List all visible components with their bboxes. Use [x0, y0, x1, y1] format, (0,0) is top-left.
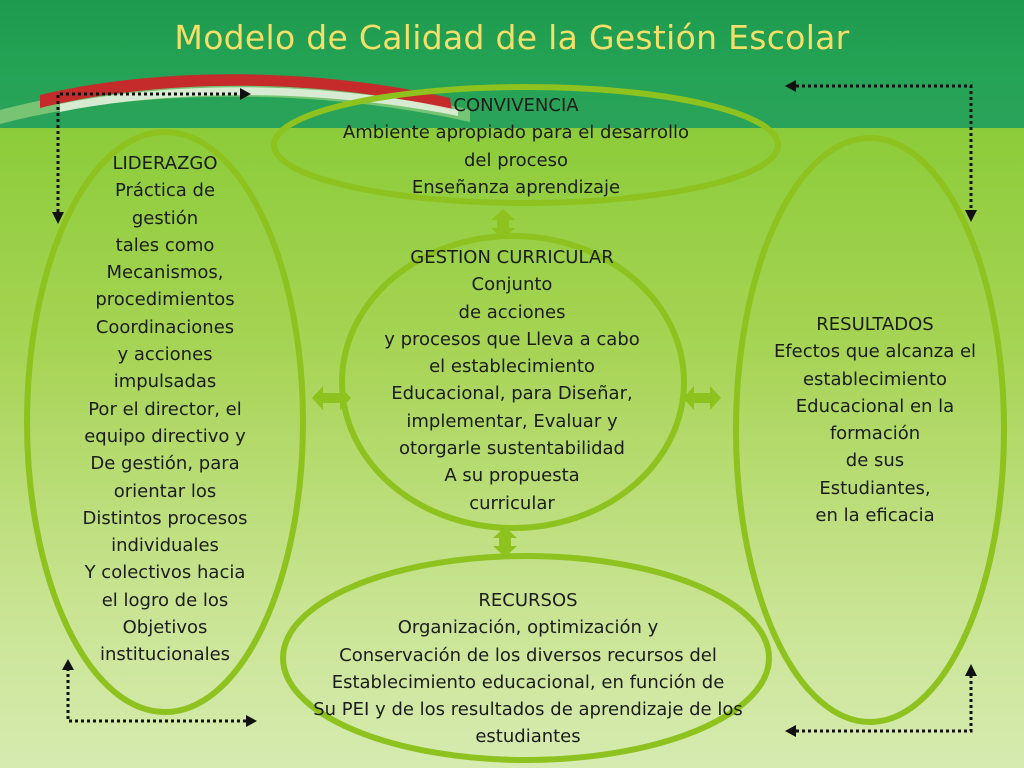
- resultados-text: [745, 311, 1005, 529]
- recursos-line: Organización, optimización y: [397, 617, 659, 639]
- recursos-text: [268, 587, 788, 751]
- gestion-curricular-line: A su propuesta: [444, 465, 580, 487]
- liderazgo-line: orientar los: [113, 480, 217, 502]
- recursos-line: Establecimiento educacional, en función de: [331, 671, 725, 693]
- resultados-line: Educacional en la: [795, 395, 955, 417]
- arrowhead-icon: [965, 210, 977, 222]
- recursos-line: Su PEI y de los resultados de aprendizaje de los: [313, 699, 743, 721]
- liderazgo-line: Práctica de: [114, 180, 216, 202]
- resultados-line: Efectos que alcanza el: [773, 341, 977, 363]
- liderazgo-heading: LIDERAZGO: [112, 153, 218, 174]
- liderazgo-line: institucionales: [99, 644, 231, 666]
- gestion-curricular-heading: GESTION CURRICULAR: [410, 247, 614, 268]
- liderazgo-line: individuales: [111, 535, 219, 557]
- resultados-line: Estudiantes,: [819, 477, 931, 499]
- liderazgo-line: el logro de los: [101, 589, 229, 611]
- liderazgo-line: y acciones: [117, 344, 213, 366]
- convivencia-text: [296, 92, 736, 201]
- gestion-curricular-line: y procesos que Lleva a cabo: [384, 328, 640, 350]
- convivencia-heading: CONVIVENCIA: [453, 95, 579, 116]
- gestion-curricular-line: Educacional, para Diseñar,: [391, 383, 633, 405]
- liderazgo-line: Distintos procesos: [82, 507, 248, 529]
- gestion-curricular-line: el establecimiento: [429, 356, 595, 378]
- resultados-line: formación: [829, 423, 921, 445]
- convivencia-line: del proceso: [463, 149, 569, 171]
- liderazgo-line: Objetivos: [122, 617, 208, 639]
- convivencia-line: Ambiente apropiado para el desarrollo: [342, 122, 690, 144]
- liderazgo-line: Por el director, el: [88, 398, 242, 420]
- liderazgo-line: De gestión, para: [90, 453, 240, 475]
- resultados-line: en la eficacia: [815, 505, 935, 527]
- liderazgo-line: Mecanismos,: [106, 262, 224, 284]
- resultados-heading: RESULTADOS: [816, 314, 934, 335]
- arrowhead-icon: [240, 88, 251, 100]
- liderazgo-line: gestión: [131, 207, 199, 229]
- slide-title: Modelo de Calidad de la Gestión Escolar: [174, 18, 850, 57]
- gestion-curricular-line: implementar, Evaluar y: [406, 410, 618, 432]
- gestion-curricular-line: de acciones: [458, 301, 566, 323]
- liderazgo-line: Y colectivos hacia: [84, 562, 246, 584]
- dotted-connector-top-right: [796, 86, 971, 216]
- liderazgo-line: Coordinaciones: [95, 316, 235, 338]
- recursos-line: estudiantes: [475, 726, 581, 748]
- gestion-curricular-line: curricular: [469, 492, 555, 514]
- liderazgo-text: [50, 150, 280, 669]
- gestion-curricular-text: [352, 244, 672, 517]
- liderazgo-line: tales como: [115, 234, 215, 256]
- arrowhead-icon: [785, 80, 796, 92]
- liderazgo-line: procedimientos: [95, 289, 235, 311]
- double-arrow-left-right-right: [683, 386, 721, 410]
- resultados-line: establecimiento: [802, 368, 948, 390]
- double-arrow-up-down-bottom: [493, 527, 517, 557]
- resultados-line: de sus: [845, 450, 905, 472]
- convivencia-line: Enseñanza aprendizaje: [411, 176, 621, 198]
- liderazgo-line: equipo directivo y: [84, 425, 246, 447]
- liderazgo-line: impulsadas: [113, 371, 217, 393]
- gestion-curricular-line: Conjunto: [471, 274, 553, 296]
- recursos-heading: RECURSOS: [478, 590, 578, 611]
- arrowhead-icon: [246, 715, 257, 727]
- arrowhead-icon: [965, 664, 977, 676]
- recursos-line: Conservación de los diversos recursos del: [339, 644, 717, 666]
- gestion-curricular-line: otorgarle sustentabilidad: [399, 438, 625, 460]
